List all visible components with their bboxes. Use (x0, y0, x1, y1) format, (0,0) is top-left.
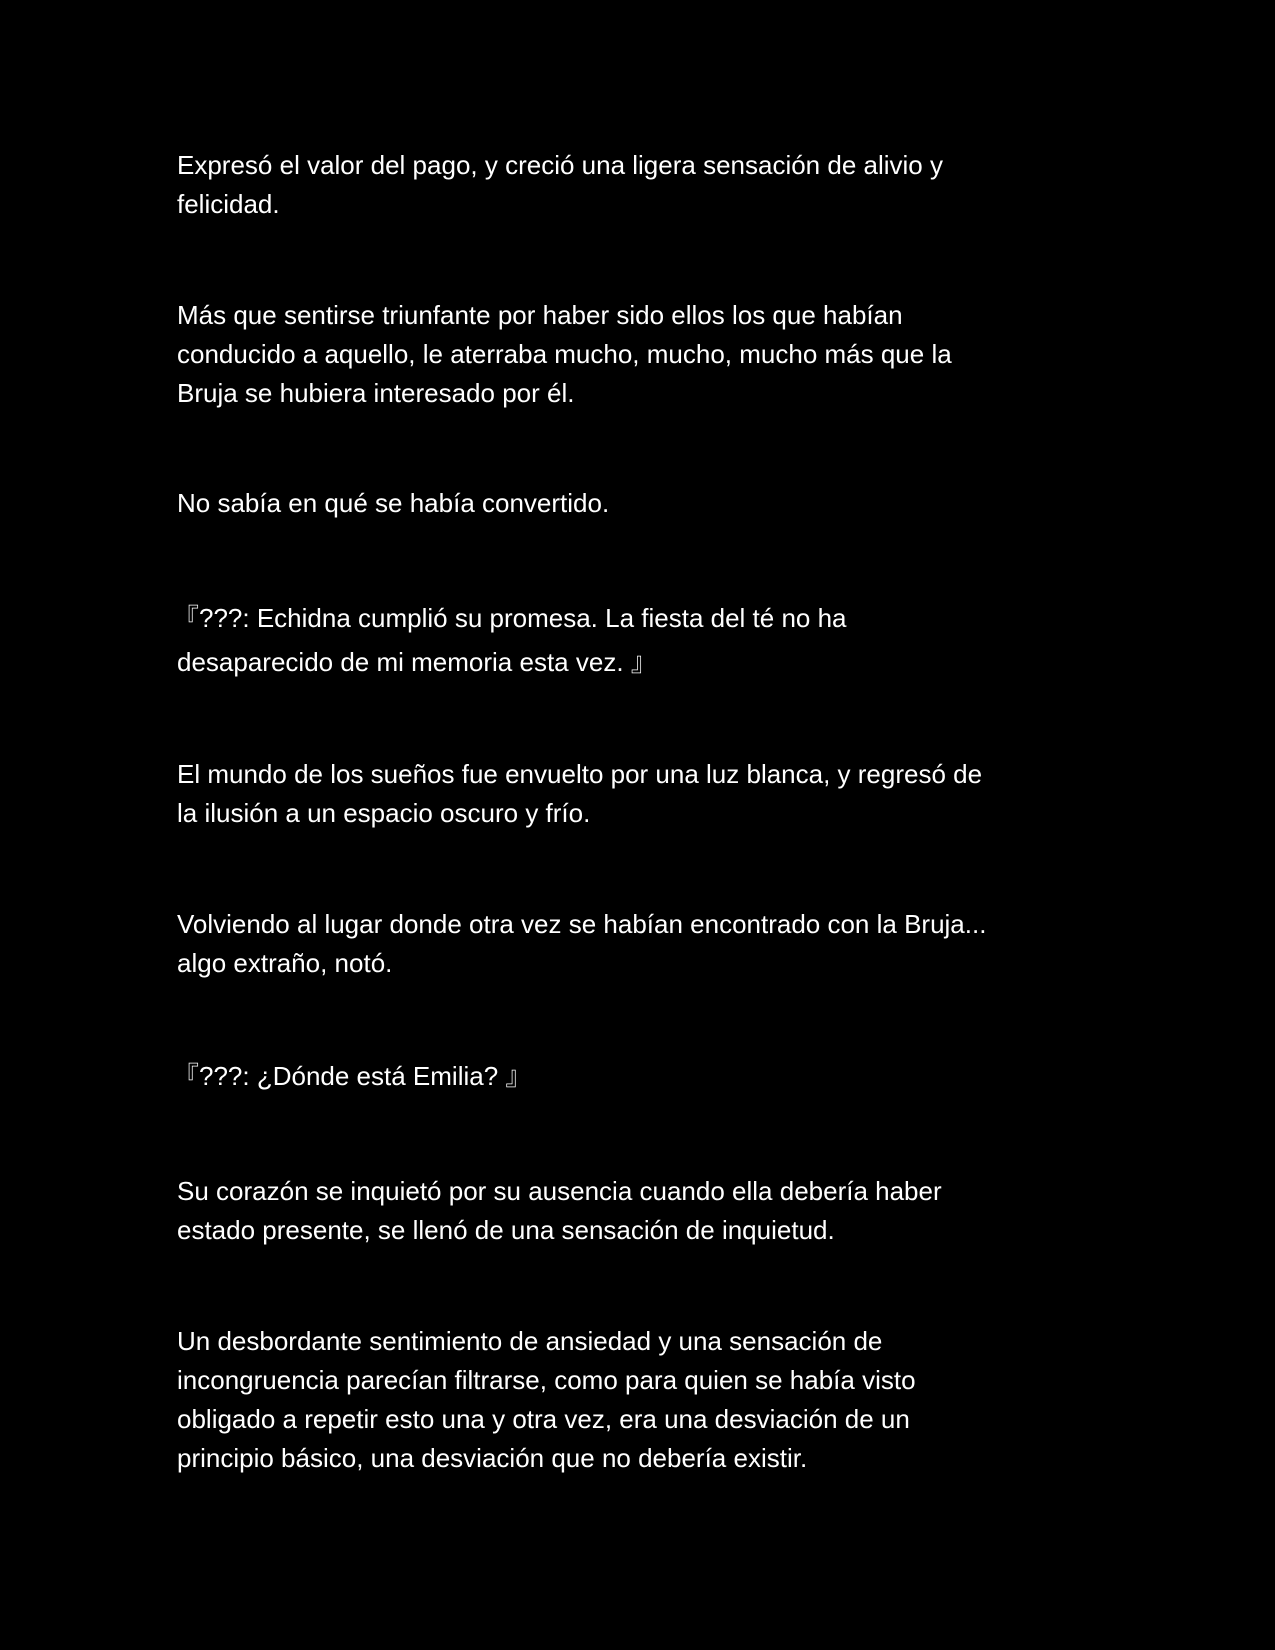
paragraph-line: estado presente, se llenó de una sensación de inquietud. (177, 1215, 835, 1245)
paragraph-line: Un desbordante sentimiento de ansiedad y una sensación de (177, 1326, 883, 1356)
paragraph (177, 484, 1097, 523)
paragraph-line: conducido a aquello, le aterraba mucho, mucho, mucho más que la (177, 339, 952, 369)
paragraph-line: No sabía en qué se había convertido. (177, 488, 610, 518)
paragraph (177, 905, 1097, 983)
paragraph-line: Más que sentirse triunfante por haber sido ellos los que habían (177, 300, 903, 330)
paragraph (177, 1322, 1097, 1478)
paragraph (177, 755, 1097, 833)
paragraph (177, 296, 1097, 413)
paragraph-line: obligado a repetir esto una y otra vez, era una desviación de un (177, 1404, 910, 1434)
paragraph-line: incongruencia parecían filtrarse, como para quien se había visto (177, 1365, 916, 1395)
paragraph-line: algo extraño, notó. (177, 948, 393, 978)
paragraph-line: la ilusión a un espacio oscuro y frío. (177, 798, 591, 828)
paragraph-line: felicidad. (177, 189, 280, 219)
paragraph-line: Volviendo al lugar donde otra vez se habían encontrado con la Bruja... (177, 909, 987, 939)
dialogue-paragraph (173, 1057, 1097, 1096)
paragraph-line: Expresó el valor del pago, y creció una ligera sensación de alivio y (177, 150, 943, 180)
dialogue-paragraph (173, 596, 1097, 684)
dialogue-line: 『???: ¿Dónde está Emilia? 』 (173, 1061, 532, 1091)
paragraph-line: Su corazón se inquietó por su ausencia cuando ella debería haber (177, 1176, 942, 1206)
dialogue-line: desaparecido de mi memoria esta vez. 』 (177, 647, 657, 677)
paragraph-line: principio básico, una desviación que no debería existir. (177, 1443, 808, 1473)
paragraph-line: El mundo de los sueños fue envuelto por una luz blanca, y regresó de (177, 759, 983, 789)
dialogue-line: 『???: Echidna cumplió su promesa. La fiesta del té no ha (173, 603, 847, 633)
paragraph-line: Bruja se hubiera interesado por él. (177, 378, 575, 408)
paragraph (177, 146, 1097, 224)
paragraph (177, 1172, 1097, 1250)
